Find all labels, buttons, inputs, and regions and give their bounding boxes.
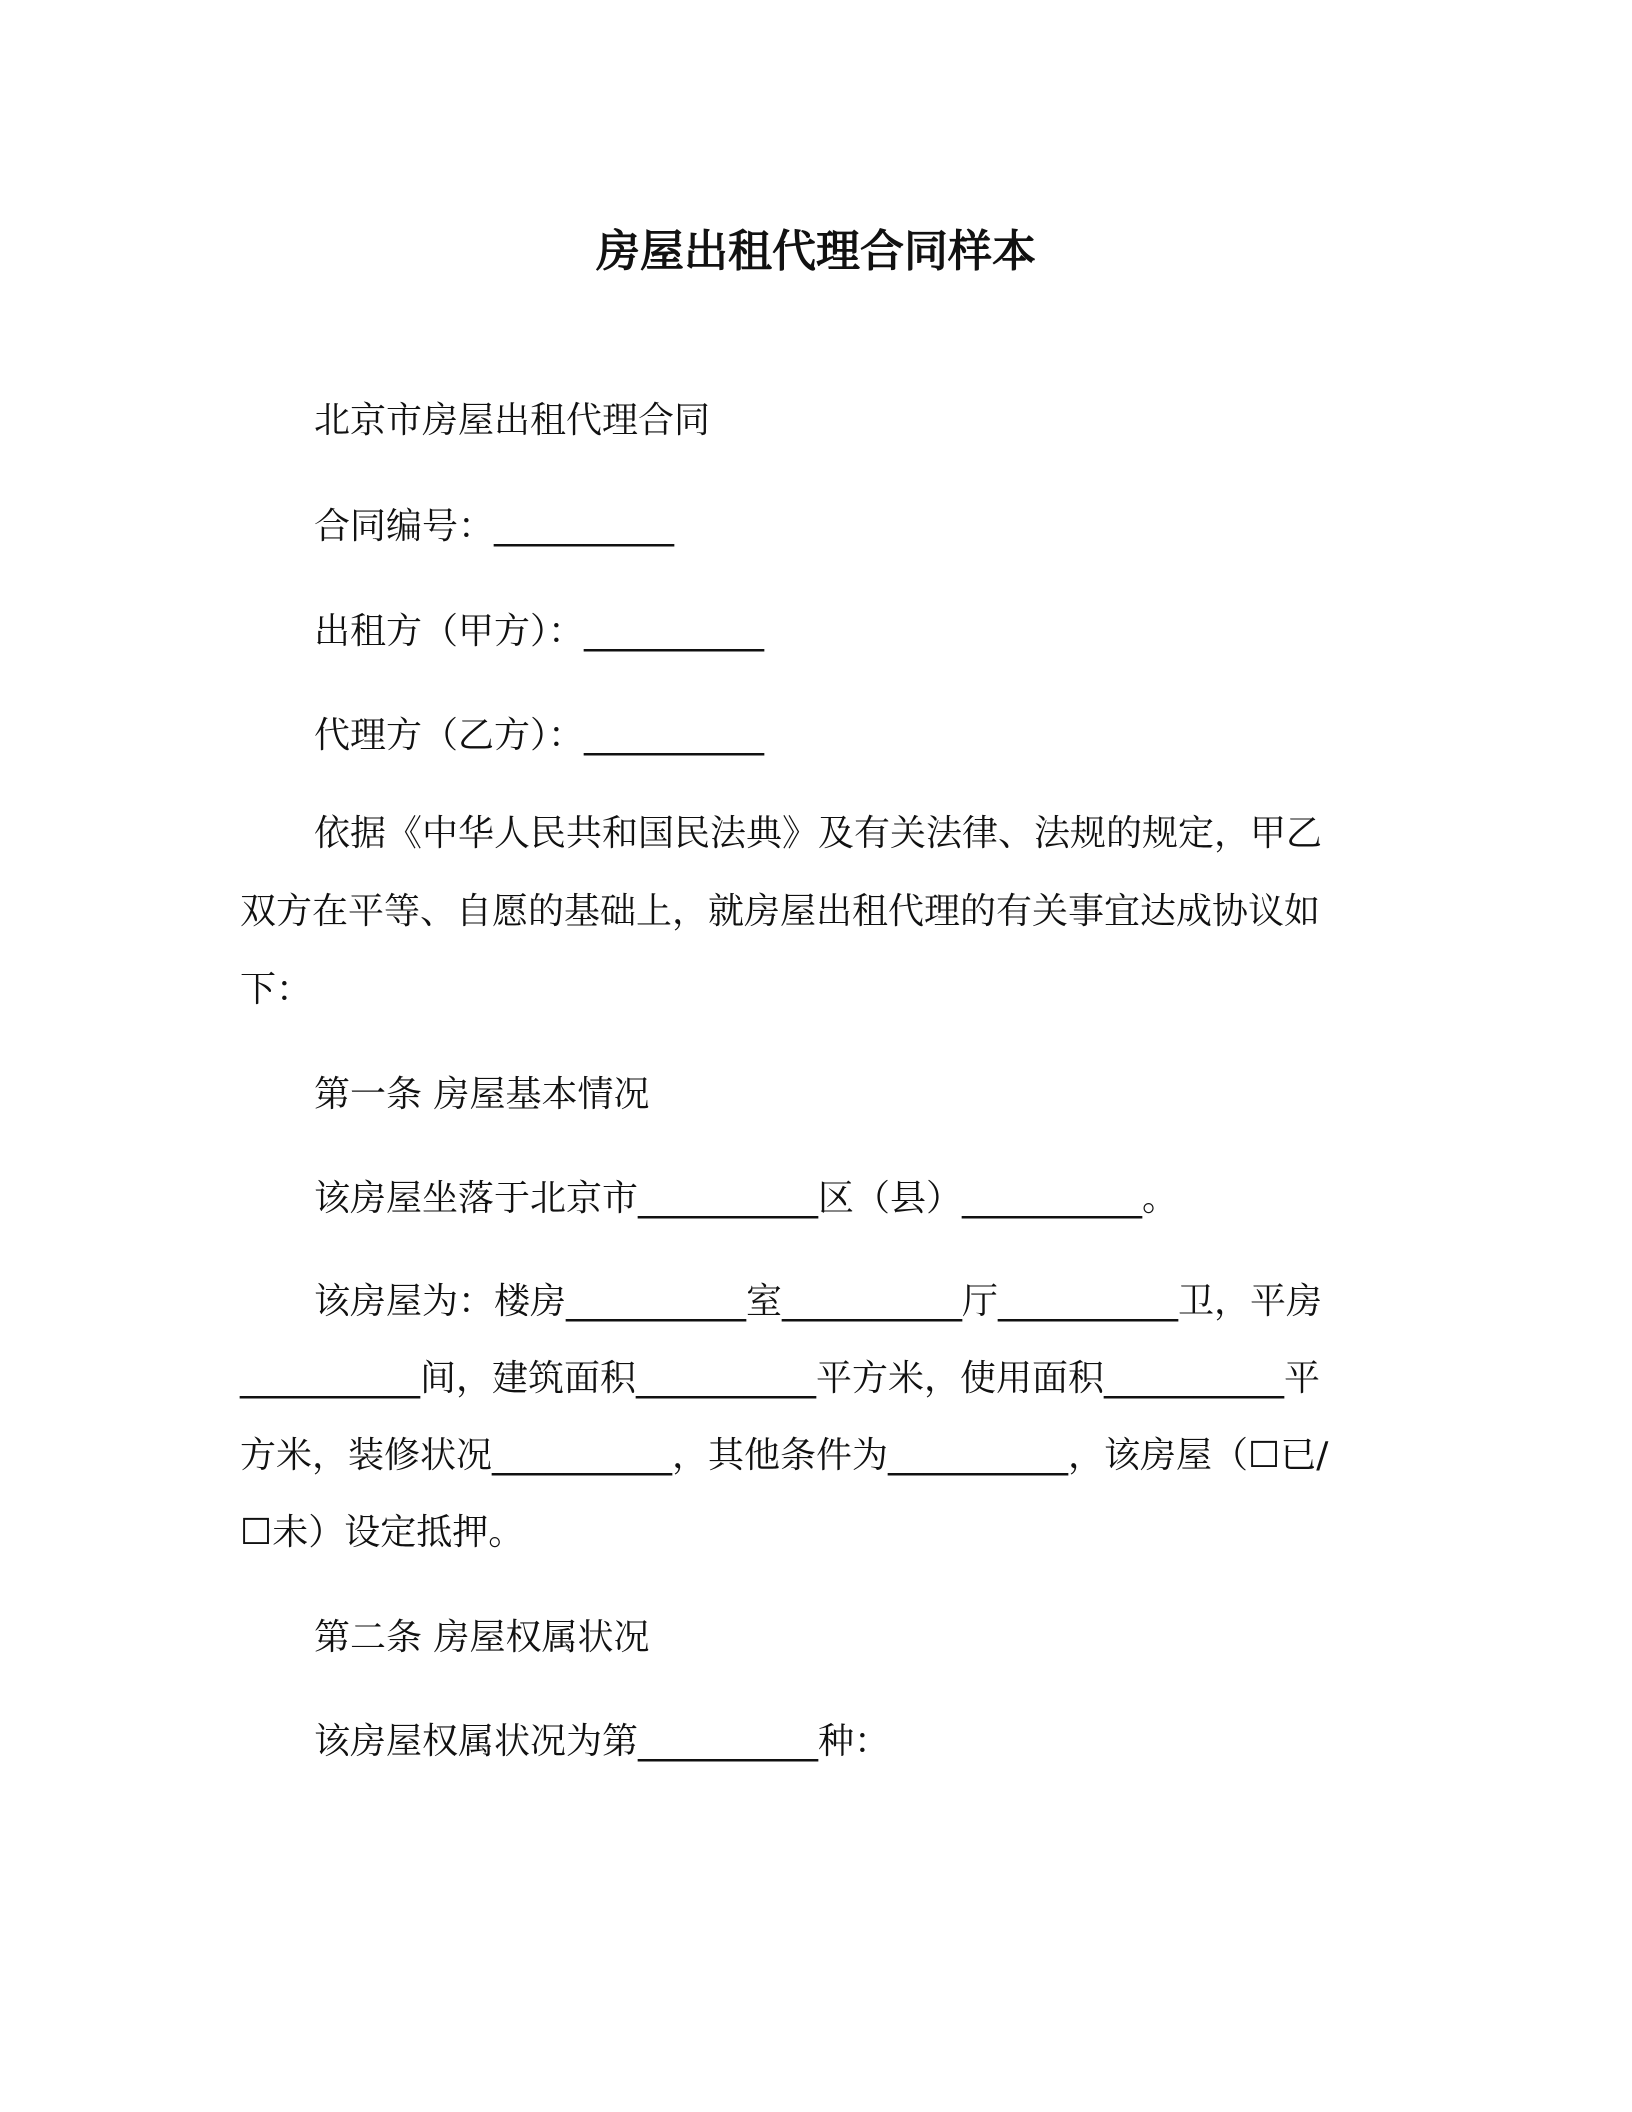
preamble-line-3: 下： xyxy=(240,969,313,1010)
preamble-line-1: 依据《中华人民共和国民法典》及有关法律、法规的规定，甲乙 xyxy=(314,813,1323,854)
contract-heading: 北京市房屋出租代理合同 xyxy=(314,400,711,441)
article-1-detail-line-1: 该房屋为：楼房__________室__________厅__________卫，平房 xyxy=(314,1281,1323,1322)
agent-line: 代理方（乙方）：__________ xyxy=(314,715,765,756)
article-2-ownership: 该房屋权属状况为第__________种： xyxy=(314,1721,891,1762)
article-2-heading: 第二条 房屋权属状况 xyxy=(314,1617,650,1658)
document-title: 房屋出租代理合同样本 xyxy=(596,226,1036,277)
article-1-heading: 第一条 房屋基本情况 xyxy=(314,1074,650,1115)
article-1-detail-line-4: ☐未）设定抵押。 xyxy=(240,1512,525,1553)
article-1-detail-line-3: 方米，装修状况__________，其他条件为__________，该房屋（☐已/ xyxy=(240,1435,1329,1476)
article-1-detail-line-2: __________间，建筑面积__________平方米，使用面积__________平 xyxy=(240,1358,1321,1399)
contract-number-line: 合同编号：__________ xyxy=(314,506,675,547)
preamble-line-2: 双方在平等、自愿的基础上，就房屋出租代理的有关事宜达成协议如 xyxy=(240,891,1321,932)
article-1-location: 该房屋坐落于北京市__________区（县）__________。 xyxy=(314,1178,1179,1219)
lessor-line: 出租方（甲方）：__________ xyxy=(314,611,765,652)
